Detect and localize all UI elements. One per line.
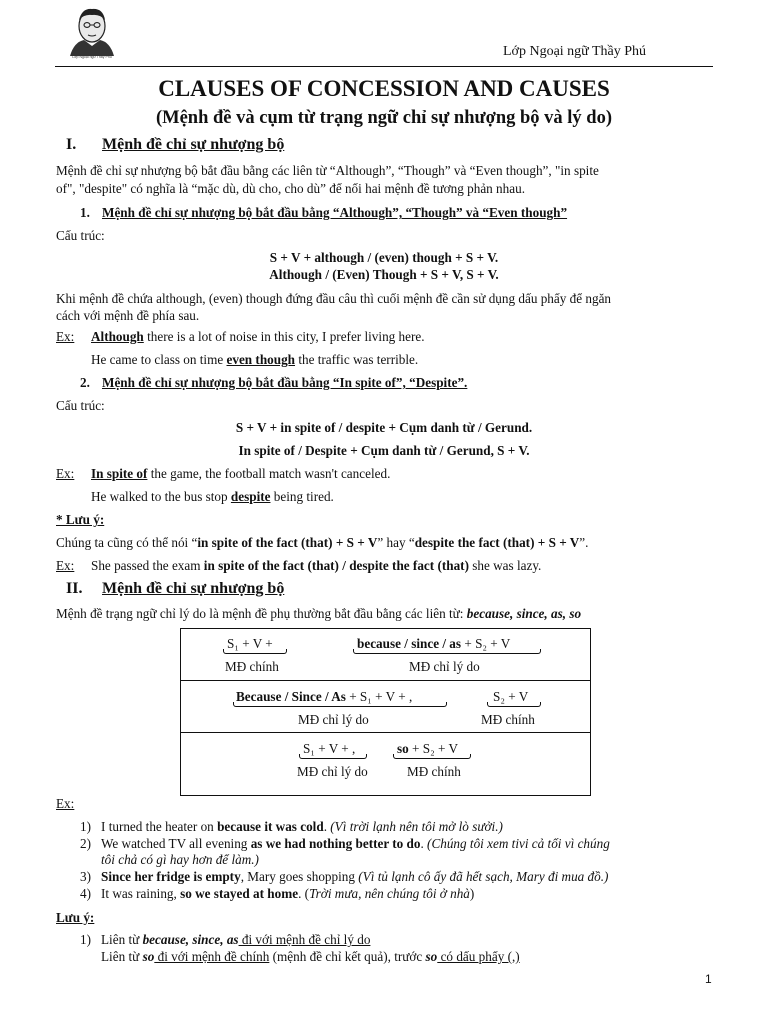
section2-intro: Mệnh đề trạng ngữ chỉ lý do là mệnh đề phụ thường bắt đầu bằng các liên từ: because, since, as, so [56,606,582,621]
header-right-text: Lớp Ngoại ngữ Thầy Phú [503,44,647,59]
row2-label-b: MĐ chính [481,712,535,727]
row1-label-b: MĐ chỉ lý do [409,659,480,674]
page-title: CLAUSES OF CONCESSION AND CAUSES [158,76,610,101]
row1-brace-a [223,649,287,654]
sub1-structure-label: Cấu trúc: [56,228,105,243]
example1-num: 1) [80,819,91,834]
row3-brace-a [299,754,367,759]
example3-text: Since her fridge is empty, Mary goes shopping (Vì tủ lạnh cô ấy đã hết sạch, Mary đi mua đồ.) [101,869,609,884]
teacher-portrait-icon [60,4,124,56]
section2-luu-y-label: Lưu ý: [56,910,95,925]
section1-ex-label: Ex: [56,558,75,573]
sub1-ex-label: Ex: [56,329,75,344]
example2-text: We watched TV all evening as we had nothing better to do. (Chúng tôi xem tivi cả tối vì chúng [101,836,610,851]
sub2-heading: Mệnh đề chỉ sự nhượng bộ bắt đầu bằng “In spite of”, “Despite”. [102,375,468,390]
cause-structure-table [180,628,591,796]
row3-brace-b [393,754,471,759]
sub1-formula1: S + V + although / (even) though + S + V. [269,250,499,265]
row1-clause-a: S₁ + V + [227,636,273,651]
row2-brace-a [233,702,447,707]
note1-text: Liên từ because, since, as đi với mệnh đề chỉ lý do [101,932,371,947]
sub1-note-line2: cách với mệnh đề phía sau. [56,308,200,323]
row3-clause-a: S₁ + V + , [303,741,356,756]
sub2-formula2: In spite of / Despite + Cụm danh từ / Gerund, S + V. [238,443,530,458]
sub2-structure-label: Cấu trúc: [56,398,105,413]
logo [60,4,124,62]
sub2-formula1: S + V + in spite of / despite + Cụm danh từ / Gerund. [235,420,533,435]
section1-intro-line1: Mệnh đề chỉ sự nhượng bộ bắt đầu bằng các liên từ “Although”, “Though” và “Even though”, "in spite [56,163,599,178]
sub1-formula2: Although / (Even) Though + S + V, S + V. [269,267,499,282]
row2-label-a: MĐ chỉ lý do [298,712,369,727]
sub1-example2: He came to class on time even though the traffic was terrible. [91,352,419,367]
sub2-number: 2. [80,375,90,390]
example2-text-cont: tôi chả có gì hay hơn để làm.) [101,852,259,867]
row1-label-a: MĐ chính [225,659,279,674]
row2-clause-b: S₂ + V [493,689,529,704]
section2-number: II. [66,580,83,597]
example3-num: 3) [80,869,91,884]
row3-clause-b: so + S₂ + V [397,741,459,756]
section1-number: I. [66,136,77,153]
section1-example: She passed the exam in spite of the fact (that) / despite the fact (that) she was lazy. [91,558,542,573]
page-subtitle: (Mệnh đề và cụm từ trạng ngữ chỉ sự nhượng bộ và lý do) [155,108,613,128]
example4-text: It was raining, so we stayed at home. (Trời mưa, nên chúng tôi ở nhà) [101,886,475,901]
example1-text: I turned the heater on because it was cold. (Vì trời lạnh nên tôi mở lò sưởi.) [101,819,503,834]
row3-label-b: MĐ chính [407,764,461,779]
header-rule [55,66,713,67]
sub2-ex-label: Ex: [56,466,75,481]
section2-heading: Mệnh đề chỉ sự nhượng bộ [102,580,285,597]
row3-label-a: MĐ chỉ lý do [297,764,368,779]
section1-intro-line2: of", "despite" có nghĩa là “mặc dù, dù cho, cho dù” để nối hai mệnh đề tương phản nhau. [56,181,525,196]
section2-ex-label: Ex: [56,796,75,811]
sub1-note-line1: Khi mệnh đề chứa although, (even) though đứng đầu câu thì cuối mệnh đề cần sử dụng dấu phẩy để ngăn [56,291,612,306]
sub1-example1: Although there is a lot of noise in this city, I prefer living here. [91,329,425,344]
example4-num: 4) [80,886,91,901]
note2-text: Liên từ so đi với mệnh đề chính (mệnh đề chỉ kết quả), trước so có dấu phẩy (,) [101,949,520,964]
row1-clause-b: because / since / as + S₂ + V [357,636,511,651]
section1-luu-y-text: Chúng ta cũng có thể nói “in spite of the fact (that) + S + V” hay “despite the fact (that) + S + V”. [56,535,589,550]
row2-brace-b [487,702,541,707]
row1-brace-b [353,649,541,654]
sub1-heading: Mệnh đề chỉ sự nhượng bộ bắt đầu bằng “Although”, “Though” và “Even though” [102,205,568,220]
sub1-number: 1. [80,205,90,220]
page-number: 1 [705,972,712,986]
sub2-example2: He walked to the bus stop despite being tired. [91,489,334,504]
sub2-example1: In spite of the game, the football match wasn't canceled. [91,466,391,481]
table-divider-1 [181,680,590,681]
section1-heading: Mệnh đề chỉ sự nhượng bộ [102,136,285,153]
row2-clause-a: Because / Since / As + S₁ + V + , [236,689,413,704]
logo-caption: Lớp Ngoại ngữ Thầy Phú [72,55,112,59]
table-divider-2 [181,732,590,733]
note1-num: 1) [80,932,91,947]
example2-num: 2) [80,836,91,851]
section1-luu-y-label: * Lưu ý: [56,512,105,527]
